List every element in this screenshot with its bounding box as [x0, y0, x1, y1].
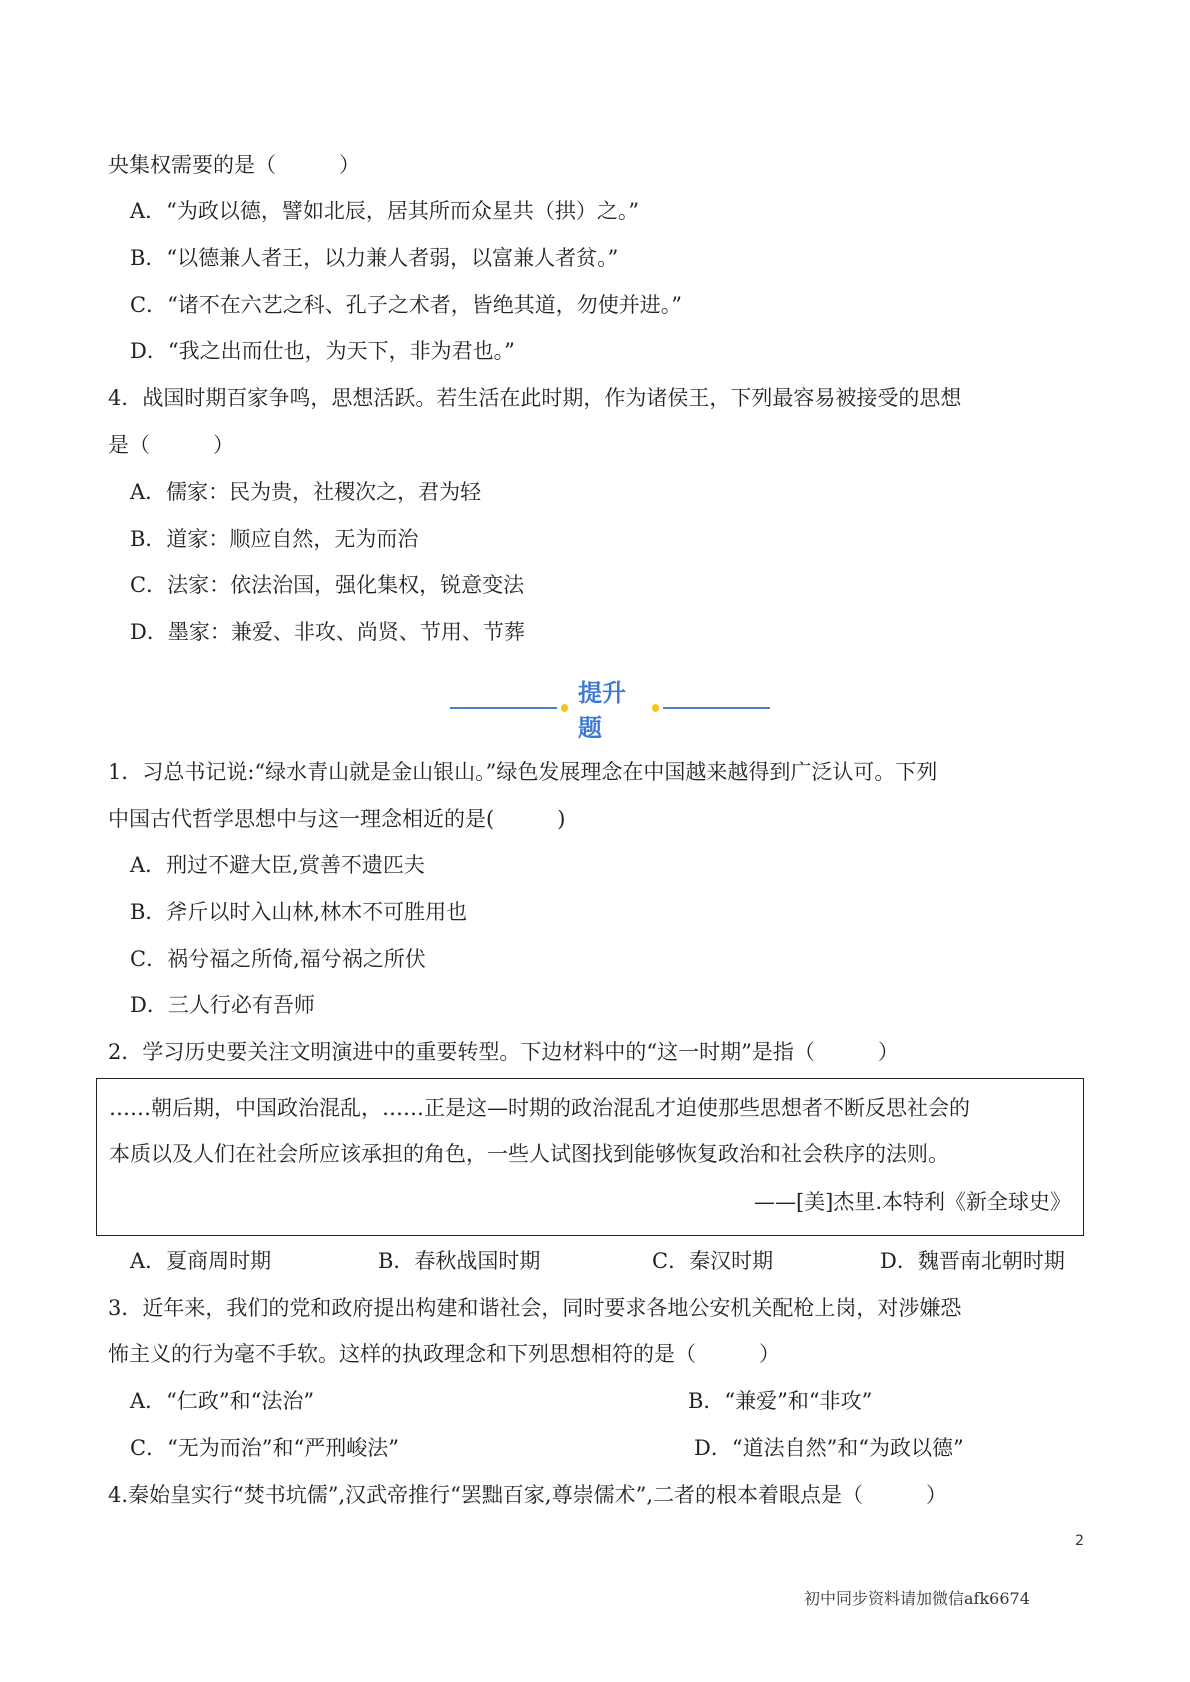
advanced-question-4-stem: 4.秦始皇实行“焚书坑儒”,汉武帝推行“罢黜百家,尊崇儒术”,二者的根本着眼点是（ ） [108, 1483, 948, 1507]
question-3-option-b: B．“以德兼人者王，以力兼人者弱，以富兼人者贫。” [130, 246, 619, 270]
advanced-question-3-option-c: C．“无为而治”和“严刑峻法” [130, 1436, 400, 1460]
advanced-question-2-stem: 2．学习历史要关注文明演进中的重要转型。下边材料中的“这一时期”是指（ ） [108, 1040, 899, 1064]
question-4-option-d: D．墨家：兼爱、非攻、尚贤、节用、节葬 [130, 620, 525, 644]
footer-note: 初中同步资料请加微信afk6674 [804, 1589, 1030, 1608]
question-3-option-a: A．“为政以德，譬如北辰，居其所而众星共（拱）之。” [130, 199, 640, 223]
advanced-question-2-option-b: B．春秋战国时期 [378, 1249, 541, 1273]
section-title: 提升题 [577, 679, 626, 742]
advanced-question-2-option-a: A．夏商周时期 [130, 1249, 272, 1273]
section-dot-left [561, 704, 568, 712]
question-4-stem-line2: 是（ ） [108, 433, 234, 457]
page-number: 2 [1075, 1533, 1084, 1549]
advanced-question-3-option-b: B．“兼爱”和“非攻” [688, 1389, 873, 1413]
advanced-question-1-stem-line2: 中国古代哲学思想中与这一理念相近的是( ) [108, 807, 566, 831]
section-header [450, 679, 770, 742]
advanced-question-1-option-c: C．祸兮福之所倚,福兮祸之所伏 [130, 947, 426, 971]
question-4-stem-line1: 4．战国时期百家争鸣，思想活跃。若生活在此时期，作为诸侯王，下列最容易被接受的思想 [108, 386, 962, 410]
advanced-question-1-stem-line1: 1．习总书记说:“绿水青山就是金山银山。”绿色发展理念在中国越来越得到广泛认可。下列 [108, 760, 938, 784]
question-3-option-d: D．“我之出而仕也，为天下，非为君也。” [130, 339, 515, 363]
question-4-option-c: C．法家：依法治国，强化集权，锐意变法 [130, 573, 525, 597]
section-rule-right [663, 707, 770, 709]
advanced-question-3-option-a: A．“仁政”和“法治” [130, 1389, 315, 1413]
advanced-question-1-option-a: A．刑过不避大臣,赏善不遗匹夫 [130, 853, 425, 877]
advanced-question-3-stem-line1: 3．近年来，我们的党和政府提出构建和谐社会，同时要求各地公安机关配枪上岗，对涉嫌恐 [108, 1296, 962, 1320]
advanced-question-3-option-d: D．“道法自然”和“为政以德” [694, 1436, 964, 1460]
question-3-option-c: C．“诸不在六艺之科、孔子之术者，皆绝其道，勿使并进。” [130, 293, 683, 317]
question-3-stem-tail: 央集权需要的是（ ） [108, 153, 360, 177]
question-4-option-b: B．道家：顺应自然，无为而治 [130, 527, 419, 551]
material-source: ——[美]杰里.本特利《新全球史》 [753, 1190, 1071, 1214]
question-4-option-a: A．儒家：民为贵，社稷次之，君为轻 [130, 480, 482, 504]
section-dot-right [652, 704, 659, 712]
material-text-line1: ……朝后期，中国政治混乱，……正是这—时期的政治混乱才迫使那些思想者不断反思社会的 [109, 1096, 970, 1120]
advanced-question-3-stem-line2: 怖主义的行为毫不手软。这样的执政理念和下列思想相符的是（ ） [108, 1342, 780, 1366]
section-rule-left [450, 707, 557, 709]
advanced-question-1-option-d: D．三人行必有吾师 [130, 993, 315, 1017]
material-quote-box [96, 1078, 1084, 1236]
material-text-line2: 本质以及人们在社会所应该承担的角色，一些人试图找到能够恢复政治和社会秩序的法则。 [109, 1142, 949, 1166]
advanced-question-2-option-d: D．魏晋南北朝时期 [880, 1249, 1065, 1273]
advanced-question-1-option-b: B．斧斤以时入山林,林木不可胜用也 [130, 900, 468, 924]
advanced-question-2-option-c: C．秦汉时期 [652, 1249, 774, 1273]
